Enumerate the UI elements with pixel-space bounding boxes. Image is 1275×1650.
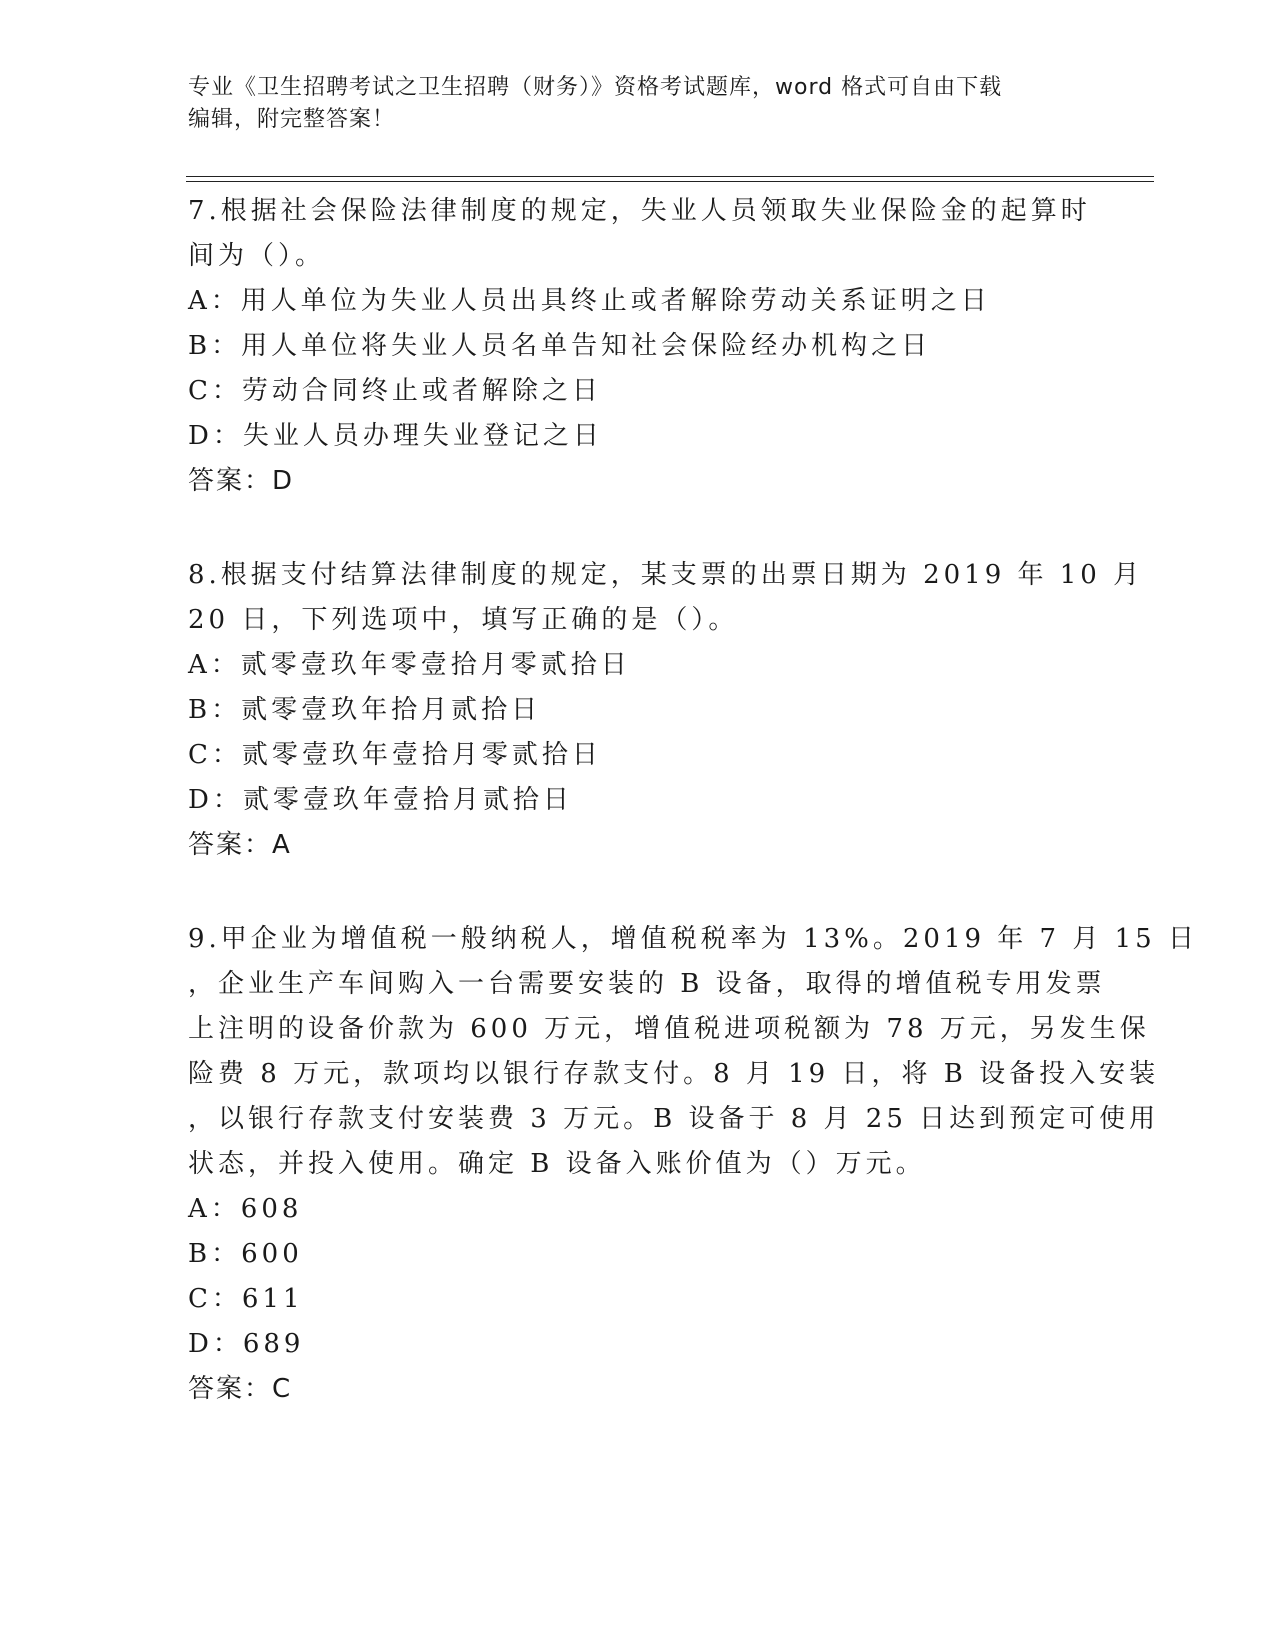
header-line-1: 专业《卫生招聘考试之卫生招聘（财务）》资格考试题库，word 格式可自由下载 bbox=[188, 75, 1003, 100]
question-9 bbox=[188, 917, 1198, 1412]
question-7 bbox=[188, 189, 1091, 504]
question-stem-line: ，企业生产车间购入一台需要安装的 B 设备，取得的增值税专用发票 bbox=[188, 969, 1106, 999]
option-a: A：用人单位为失业人员出具终止或者解除劳动关系证明之日 bbox=[188, 286, 991, 316]
option-d: D：失业人员办理失业登记之日 bbox=[188, 421, 603, 451]
header-divider-top bbox=[186, 176, 1154, 177]
option-c: C：611 bbox=[188, 1284, 304, 1314]
option-d: D：贰零壹玖年壹拾月贰拾日 bbox=[188, 785, 573, 815]
option-b: B：用人单位将失业人员名单告知社会保险经办机构之日 bbox=[188, 331, 932, 361]
answer: 答案：C bbox=[188, 1374, 293, 1404]
answer: 答案：D bbox=[188, 466, 295, 496]
question-stem-line: 9.甲企业为增值税一般纳税人，增值税税率为 13%。2019 年 7 月 15 日 bbox=[188, 924, 1198, 954]
option-d: D：689 bbox=[188, 1329, 305, 1359]
question-stem-line: ，以银行存款支付安装费 3 万元。B 设备于 8 月 25 日达到预定可使用 bbox=[188, 1104, 1160, 1134]
option-b: B：贰零壹玖年拾月贰拾日 bbox=[188, 695, 542, 725]
option-b: B：600 bbox=[188, 1239, 303, 1269]
answer: 答案：A bbox=[188, 830, 292, 860]
header-divider-bottom bbox=[186, 181, 1154, 182]
question-stem-line: 上注明的设备价款为 600 万元，增值税进项税额为 78 万元，另发生保 bbox=[188, 1014, 1150, 1044]
question-stem-line: 20 日，下列选项中，填写正确的是（）。 bbox=[188, 605, 739, 635]
question-stem-line: 间为（）。 bbox=[188, 241, 326, 271]
question-stem-line: 8.根据支付结算法律制度的规定，某支票的出票日期为 2019 年 10 月 bbox=[188, 560, 1144, 590]
option-c: C：贰零壹玖年壹拾月零贰拾日 bbox=[188, 740, 602, 770]
question-stem-line: 险费 8 万元，款项均以银行存款支付。8 月 19 日，将 B 设备投入安装 bbox=[188, 1059, 1160, 1089]
question-8 bbox=[188, 553, 1143, 868]
document-header bbox=[188, 72, 1088, 136]
question-stem-line: 7.根据社会保险法律制度的规定，失业人员领取失业保险金的起算时 bbox=[188, 196, 1091, 226]
option-a: A：贰零壹玖年零壹拾月零贰拾日 bbox=[188, 650, 631, 680]
header-line-2: 编辑，附完整答案！ bbox=[188, 107, 396, 132]
question-stem-line: 状态，并投入使用。确定 B 设备入账价值为（）万元。 bbox=[188, 1149, 926, 1179]
option-a: A：608 bbox=[188, 1194, 303, 1224]
option-c: C：劳动合同终止或者解除之日 bbox=[188, 376, 602, 406]
